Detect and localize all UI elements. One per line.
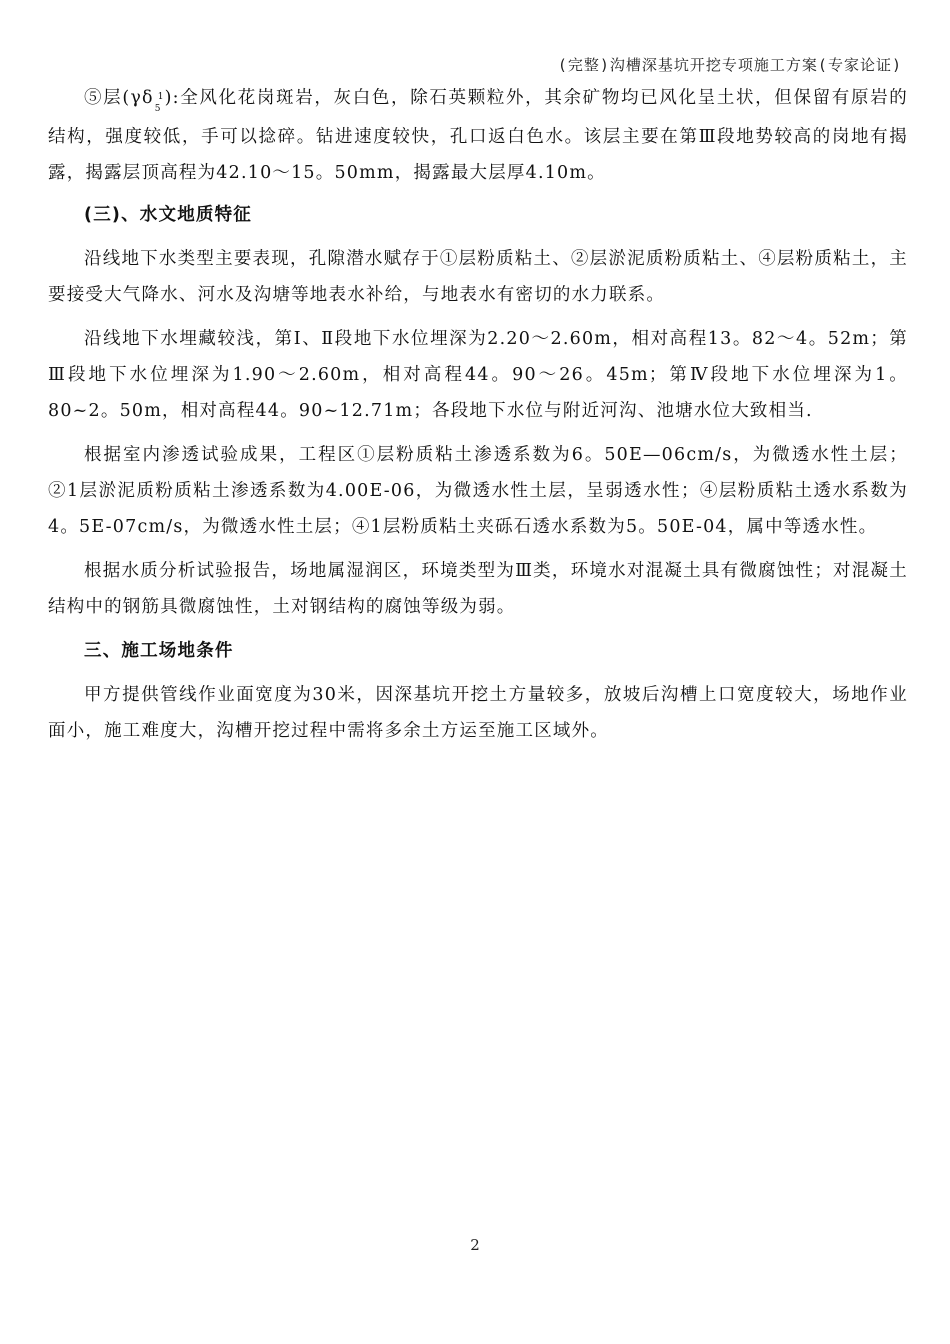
document-header: (完整)沟槽深基坑开挖专项施工方案(专家论证) <box>557 56 902 74</box>
paragraph-groundwater-depth: 沿线地下水埋藏较浅，第Ⅰ、Ⅱ段地下水位埋深为2.20～2.60m，相对高程13。82～4。52m；第Ⅲ段地下水位埋深为1.90～2.60m，相对高程44。90～26。45m；第Ⅳ段地下水位埋深为1。80~2。50m，相对高程44。90~12.71m；各段地下水位与附近河沟、池塘水位大致相当. <box>48 329 908 421</box>
paragraph-site-conditions: 甲方提供管线作业面宽度为30米，因深基坑开挖土方量较多，放坡后沟槽上口宽度较大，场地作业面小，施工难度大，沟槽开挖过程中需将多余土方运至施工区域外。 <box>48 685 908 741</box>
paragraph-water-quality: 根据水质分析试验报告，场地属湿润区，环境类型为Ⅲ类，环境水对混凝土具有微腐蚀性；对混凝土结构中的钢筋具微腐蚀性，土对钢结构的腐蚀等级为弱。 <box>48 561 908 617</box>
layer-superscript: 1 <box>157 92 165 102</box>
layer-symbol: ⑤层(γδ <box>84 88 154 108</box>
section-heading-site-conditions: 三、施工场地条件 <box>84 641 234 661</box>
page-number: 2 <box>470 1236 480 1254</box>
paragraph-groundwater-type: 沿线地下水类型主要表现，孔隙潜水赋存于①层粉质粘土、②层淤泥质粉质粘土、④层粉质粘土，主要接受大气降水、河水及沟塘等地表水补给，与地表水有密切的水力联系。 <box>48 249 908 305</box>
section-heading-hydrogeology: (三)、水文地质特征 <box>84 205 252 225</box>
paragraph-weathered-granite <box>48 80 908 191</box>
paragraph-text: ):全风化花岗斑岩，灰白色，除石英颗粒外，其余矿物均已风化呈土状，但保留有原岩的结构，强度较低，手可以捻碎。钻进速度较快，孔口返白色水。该层主要在第Ⅲ段地势较高的岗地有揭露，揭露层顶高程为42.10～15。50mm，揭露最大层厚4.10m。 <box>48 88 908 183</box>
layer-subscript: 5 <box>154 104 162 114</box>
document-body <box>48 80 908 757</box>
paragraph-permeability: 根据室内渗透试验成果，工程区①层粉质粘土渗透系数为6。50E—06cm/s，为微透水性土层；②1层淤泥质粉质粘土渗透系数为4.00E-06，为微透水性土层，呈弱透水性；④层粉质粘土透水系数为4。5E-07cm/s，为微透水性土层；④1层粉质粘土夹砾石透水系数为5。50E-04，属中等透水性。 <box>48 445 908 537</box>
